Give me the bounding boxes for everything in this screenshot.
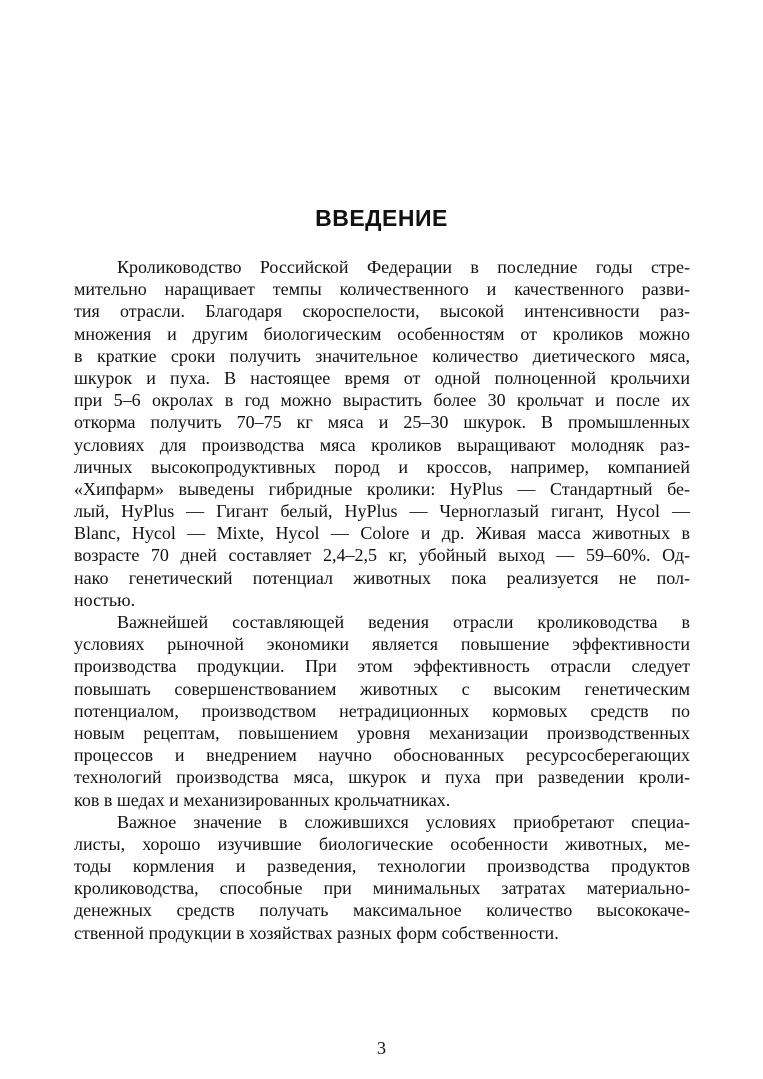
- text-line: технологий производства мяса, шкурок и пуха при разведении кроли-: [74, 767, 690, 788]
- text-line: личных высокопродуктивных пород и кроссов, например, компанией: [74, 456, 690, 477]
- text-line: условиях для производства мяса кроликов выращивают молодняк раз-: [74, 434, 690, 455]
- text-line: новым рецептам, повышением уровня механизации производственных: [74, 722, 690, 743]
- text-line: листы, хорошо изучившие биологические особенности животных, ме-: [74, 833, 690, 854]
- text-line: ственной продукции в хозяйствах разных форм собственности.: [74, 922, 559, 943]
- page-title: ВВЕДЕНИЕ: [315, 205, 448, 231]
- text-line: потенциалом, производством нетрадиционных кормовых средств по: [74, 700, 690, 721]
- text-line: мительно наращивает темпы количественного и качественного разви-: [74, 279, 690, 300]
- text-line: повышать совершенствованием животных с высоким генетическим: [74, 678, 690, 699]
- paragraph-2: [74, 611, 690, 811]
- text-line: при 5–6 окролах в год можно вырастить более 30 крольчат и после их: [74, 390, 690, 411]
- text-line: Важное значение в сложившихся условиях приобретают специа-: [117, 811, 690, 832]
- text-line: нако генетический потенциал животных пока реализуется не пол-: [74, 567, 690, 588]
- text-line: Кролиководство Российской Федерации в последние годы стре-: [117, 257, 690, 277]
- text-line: возрасте 70 дней составляет 2,4–2,5 кг, убойный выход — 59–60%. Од-: [74, 545, 690, 566]
- text-line: тия отрасли. Благодаря скороспелости, высокой интенсивности раз-: [74, 301, 690, 322]
- page-number: 3: [377, 1038, 386, 1058]
- text-line: тоды кормления и разведения, технологии производства продуктов: [74, 856, 690, 877]
- paragraph-1: [74, 256, 690, 611]
- text-line: денежных средств получать максимальное количество высококаче-: [74, 900, 690, 921]
- text-line: лый, HyPlus — Гигант белый, HyPlus — Черноглазый гигант, Hycol —: [74, 501, 690, 522]
- text-line: Blanc, Hycol — Mixte, Hycol — Colore и др. Живая масса животных в: [74, 523, 690, 544]
- text-line: ностью.: [74, 589, 136, 610]
- text-line: ков в шедах и механизированных крольчатниках.: [74, 789, 451, 810]
- text-line: Важнейшей составляющей ведения отрасли кролиководства в: [117, 612, 690, 632]
- body-text: [74, 256, 690, 944]
- text-line: условиях рыночной экономики является повышение эффективности: [74, 634, 690, 655]
- text-line: процессов и внедрением научно обоснованных ресурсосберегающих: [74, 745, 690, 766]
- text-line: кролиководства, способные при минимальных затратах материально-: [74, 878, 690, 899]
- text-line: множения и другим биологическим особенностям от кроликов можно: [74, 323, 690, 344]
- text-line: «Хипфарм» выведены гибридные кролики: HyPlus — Стандартный бе-: [74, 478, 690, 499]
- text-line: производства продукции. При этом эффективность отрасли следует: [74, 656, 690, 677]
- text-line: в краткие сроки получить значительное количество диетического мяса,: [74, 345, 690, 366]
- text-line: шкурок и пуха. В настоящее время от одной полноценной крольчихи: [74, 367, 690, 388]
- text-line: откорма получить 70–75 кг мяса и 25–30 шкурок. В промышленных: [74, 412, 690, 433]
- paragraph-3: [74, 811, 690, 944]
